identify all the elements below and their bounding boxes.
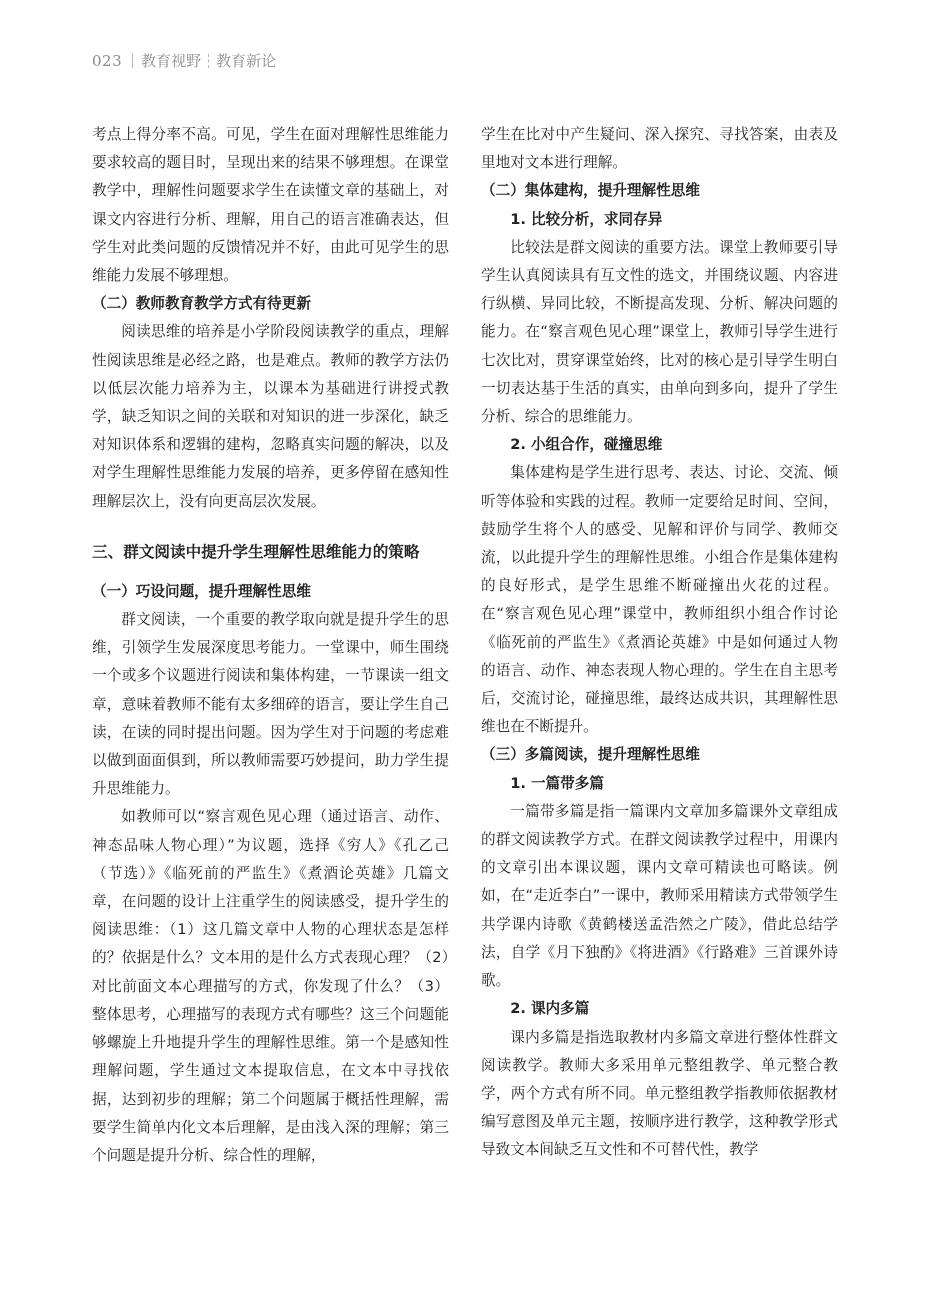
paragraph: 学生在比对中产生疑问、深入探究、寻找答案，由表及里地对文本进行理解。	[481, 126, 838, 172]
subsection-heading: （一）巧设问题，提升理解性思维	[92, 582, 311, 600]
paragraph: 阅读思维的培养是小学阶段阅读教学的重点，理解性阅读思维是必经之路，也是难点。教师的教学方法仍以低层次能力培养为主，以课本为基础进行讲授式教学，缺乏知识之间的关联和对知识的进一步深化，缺乏对知识体系和逻辑的建构，忽略真实问题的解决，以及对学生理解性思维能力发展的培养，更多停留在感知性理解层次上，没有向更高层次发展。	[92, 323, 449, 510]
sub-subsection-heading: 1. 一篇带多篇	[510, 774, 604, 792]
page-number: 023	[92, 51, 123, 70]
paragraph: 如教师可以“察言观色见心理（通过语言、动作、神态品味人物心理）”为议题，选择《穷人》《孔乙己（节选）》《临死前的严监生》《煮酒论英雄》几篇文章，在问题的设计上注重学生的阅读感受，提升学生的阅读思维：（1）这几篇文章中人物的心理状态是怎样的？依据是什么？文本用的是什么方式表现心理？（2）对比前面文本心理描写的方式，你发现了什么？（3）整体思考，心理描写的表现方式有哪些？这三个问题能够螺旋上升地提升学生的理解性思维。第一个是感知性理解问题，学生通过文本提取信息，在文本中寻找依据，达到初步的理解；第二个问题属于概括性理解，需要学生简单内化文本后理解，是由浅入深的理解；第三个问题是提升分析、综合性的理解，	[92, 808, 449, 1164]
section-heading: 三、群文阅读中提升学生理解性思维能力的策略	[92, 542, 420, 561]
header-divider	[132, 53, 133, 68]
header-section: 教育视野	[141, 52, 202, 70]
paragraph: 比较法是群文阅读的重要方法。课堂上教师要引导学生认真阅读具有互文性的选文，并围绕议题、内容进行纵横、异同比较，不断提高发现、分析、解决问题的能力。在“察言观色见心理”课堂上，教师引导学生进行七次比对，贯穿课堂始终，比对的核心是引导学生明白一切表达基于生活的真实，由单向到多向，提升了学生分析、综合的思维能力。	[481, 238, 838, 426]
paragraph: 集体建构是学生进行思考、表达、讨论、交流、倾听等体验和实践的过程。教师一定要给足时间、空间，鼓励学生将个人的感受、见解和评价与同学、教师交流，以此提升学生的理解性思维。小组合作是集体建构的良好形式，是学生思维不断碰撞出火花的过程。在“察言观色见心理”课堂中，教师组织小组合作讨论《临死前的严监生》《煮酒论英雄》中是如何通过人物的语言、动作、神态表现人物心理的。学生在自主思考后，交流讨论，碰撞思维，最终达成共识，其理解性思维也在不断提升。	[481, 464, 838, 736]
running-header	[92, 50, 276, 71]
sub-subsection-heading: 2. 小组合作，碰撞思维	[510, 436, 663, 454]
sub-subsection-heading: 2. 课内多篇	[510, 1000, 590, 1018]
subsection-heading: （二）集体建构，提升理解性思维	[481, 182, 700, 200]
left-column	[92, 121, 449, 1170]
paragraph: 群文阅读，一个重要的教学取向就是提升学生的思维，引领学生发展深度思考能力。一堂课中，师生围绕一个或多个议题进行阅读和集体构建，一节课读一组文章，意味着教师不能有太多细碎的语言，要让学生自己读，在读的同时提出问题。因为学生对于问题的考虑难以做到面面俱到，所以教师需要巧妙提问，助力学生提升思维能力。	[92, 611, 449, 798]
header-dashed-divider	[208, 54, 209, 68]
right-column	[481, 121, 838, 1165]
paragraph: 一篇带多篇是指一篇课内文章加多篇课外文章组成的群文阅读教学方式。在群文阅读教学过程中，用课内的文章引出本课议题，课内文章可精读也可略读。例如，在“走近李白”一课中，教师采用精读方式带领学生共学课内诗歌《黄鹤楼送孟浩然之广陵》，借此总结学法，自学《月下独酌》《将进酒》《行路难》三首课外诗歌。	[481, 802, 838, 990]
paragraph: 课内多篇是指选取教材内多篇文章进行整体性群文阅读教学。教师大多采用单元整组教学、单元整合教学，两个方式有所不同。单元整组教学指教师依据教材编写意图及单元主题，按顺序进行教学，这种教学形式导致文本间缺乏互文性和不可替代性，教学	[481, 1028, 838, 1159]
subsection-heading: （二）教师教育教学方式有待更新	[92, 295, 311, 313]
subsection-heading: （三）多篇阅读，提升理解性思维	[481, 746, 700, 764]
sub-subsection-heading: 1. 比较分析，求同存异	[510, 210, 663, 228]
paragraph: 考点上得分率不高。可见，学生在面对理解性思维能力要求较高的题目时，呈现出来的结果不够理想。在课堂教学中，理解性问题要求学生在读懂文章的基础上，对课文内容进行分析、理解，用自己的语言准确表达，但学生对此类问题的反馈情况并不好，由此可见学生的思维能力发展不够理想。	[92, 126, 449, 285]
header-column: 教育新论	[216, 52, 277, 70]
